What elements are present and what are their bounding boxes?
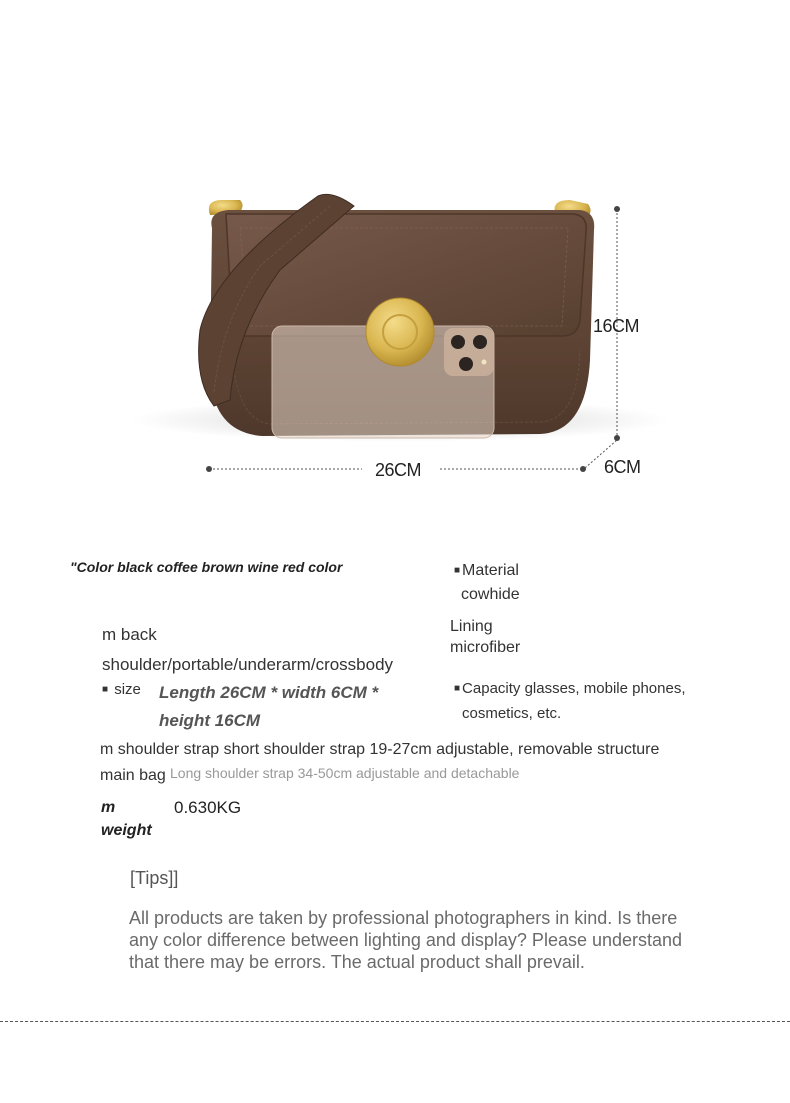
bullet-square-icon: ■ <box>454 683 461 694</box>
bullet-square-icon: ■ <box>454 565 461 576</box>
camera-lens-3 <box>459 357 473 371</box>
camera-lens-2 <box>473 335 487 349</box>
main-bag-label: main bag <box>100 767 166 784</box>
camera-lens-1 <box>451 335 465 349</box>
weight-label-line-1: m <box>101 799 116 816</box>
product-image-handbag <box>0 0 790 520</box>
camera-flash <box>482 360 487 365</box>
height-dimension-label: 16CM <box>593 316 640 336</box>
dashed-divider <box>0 1021 790 1022</box>
material-value: cowhide <box>461 586 520 603</box>
long-strap-description: Long shoulder strap 34-50cm adjustable and detachable <box>170 765 520 781</box>
tips-title: [Tips]] <box>130 868 179 888</box>
style-value: shoulder/portable/underarm/crossbody <box>102 655 394 674</box>
style-label: m back <box>102 625 157 644</box>
lining-value: microfiber <box>450 639 521 656</box>
tips-body-line-3: that there may be errors. The actual product shall prevail. <box>129 952 585 972</box>
strap-description: m shoulder strap short shoulder strap 19-27cm adjustable, removable structure <box>100 741 660 758</box>
material-label: ■ Material <box>454 562 519 579</box>
capacity-line-1: ■ Capacity glasses, mobile phones, <box>454 680 686 697</box>
weight-label-line-2: weight <box>101 822 152 839</box>
color-options: "Color black coffee brown wine red color <box>70 559 343 575</box>
length-dimension-label: 26CM <box>375 460 422 480</box>
gold-lock <box>366 298 434 366</box>
size-value-line-1: Length 26CM * width 6CM * <box>159 683 379 702</box>
capacity-line-2: cosmetics, etc. <box>462 705 562 722</box>
lining-label: Lining <box>450 618 493 635</box>
tips-body-line-2: any color difference between lighting and display? Please understand <box>129 930 683 950</box>
width-dimension-label: 6CM <box>604 457 641 477</box>
size-value-line-2: height 16CM <box>159 711 261 730</box>
size-label: ■ size <box>102 681 141 698</box>
tips-body-line-1: All products are taken by professional photographers in kind. Is there <box>129 908 678 928</box>
weight-value: 0.630KG <box>174 798 242 817</box>
bullet-square-icon: ■ <box>102 684 109 695</box>
